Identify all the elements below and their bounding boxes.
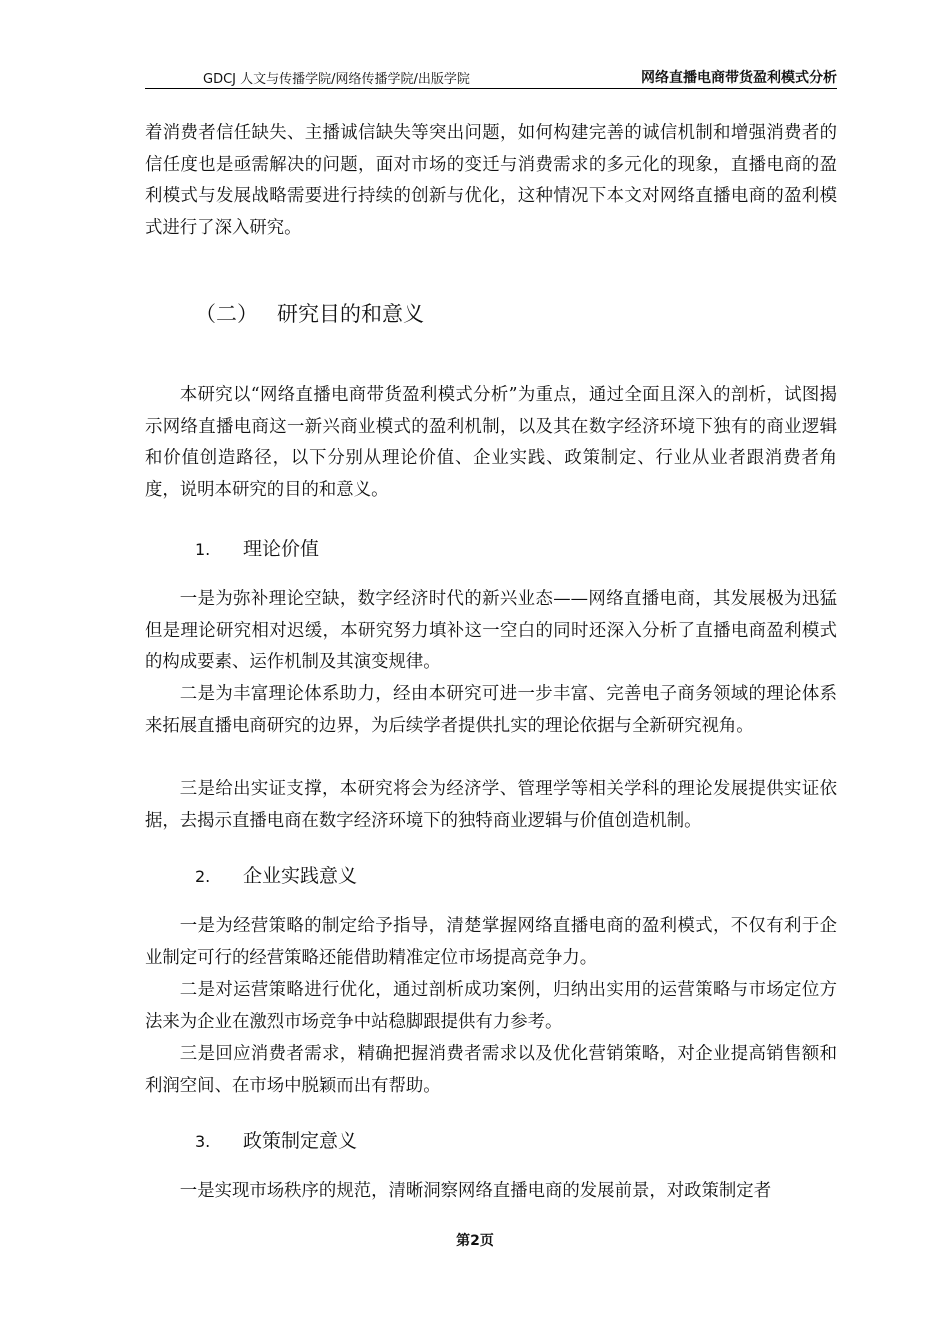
subheading-title: 企业实践意义 [243,865,358,887]
enterprise-paragraph-2: 二是对运营策略进行优化，通过剖析成功案例，归纳出实用的运营策略与市场定位方法来为企业在激烈市场竞争中站稳脚跟提供有力参考。 [145,980,837,1032]
subheading-title: 理论价值 [243,538,320,560]
subheading-enterprise [195,861,357,888]
subheading-number: 3. [195,1132,211,1151]
section-heading [195,298,424,328]
enterprise-paragraph-1: 一是为经营策略的制定给予指导，清楚掌握网络直播电商的盈利模式，不仅有利于企业制定可行的经营策略还能借助精准定位市场提高竞争力。 [145,916,837,968]
header-doc-title: 网络直播电商带货盈利模式分析 [641,70,837,86]
section-number: （二） [195,302,258,326]
subheading-number: 1. [195,540,211,559]
page-number: 第2页 [456,1233,494,1249]
section-title: 研究目的和意义 [277,302,424,326]
intro-continuation-paragraph: 着消费者信任缺失、主播诚信缺失等突出问题，如何构建完善的诚信机制和增强消费者的信任度也是亟需解决的问题，面对市场的变迁与消费需求的多元化的现象，直播电商的盈利模式与发展战略需要进行持续的创新与优化，这种情况下本文对网络直播电商的盈利模式进行了深入研究。 [145,123,837,238]
subheading-theory [195,534,319,561]
subheading-number: 2. [195,867,211,886]
header-institution: GDCJ 人文与传播学院/网络传播学院/出版学院 [203,72,470,87]
policy-paragraph-1: 一是实现市场秩序的规范，清晰洞察网络直播电商的发展前景，对政策制定者 [179,1181,772,1201]
theory-paragraph-2: 二是为丰富理论体系助力，经由本研究可进一步丰富、完善电子商务领域的理论体系来拓展直播电商研究的边界，为后续学者提供扎实的理论依据与全新研究视角。 [145,684,837,736]
theory-paragraph-1: 一是为弥补理论空缺，数字经济时代的新兴业态——网络直播电商，其发展极为迅猛但是理论研究相对迟缓，本研究努力填补这一空白的同时还深入分析了直播电商盈利模式的构成要素、运作机制及其演变规律。 [145,589,837,672]
subheading-policy [195,1126,357,1153]
theory-paragraph-3: 三是给出实证支撑，本研究将会为经济学、管理学等相关学科的理论发展提供实证依据，去揭示直播电商在数字经济环境下的独特商业逻辑与价值创造机制。 [145,779,837,831]
subheading-title: 政策制定意义 [243,1130,358,1152]
section-intro-paragraph: 本研究以“网络直播电商带货盈利模式分析”为重点，通过全面且深入的剖析，试图揭示网络直播电商这一新兴商业模式的盈利机制，以及其在数字经济环境下独有的商业逻辑和价值创造路径，以下分别从理论价值、企业实践、政策制定、行业从业者跟消费者角度，说明本研究的目的和意义。 [145,385,837,500]
page-header [145,66,837,89]
enterprise-paragraph-3: 三是回应消费者需求，精确把握消费者需求以及优化营销策略，对企业提高销售额和利润空间、在市场中脱颖而出有帮助。 [145,1044,837,1096]
